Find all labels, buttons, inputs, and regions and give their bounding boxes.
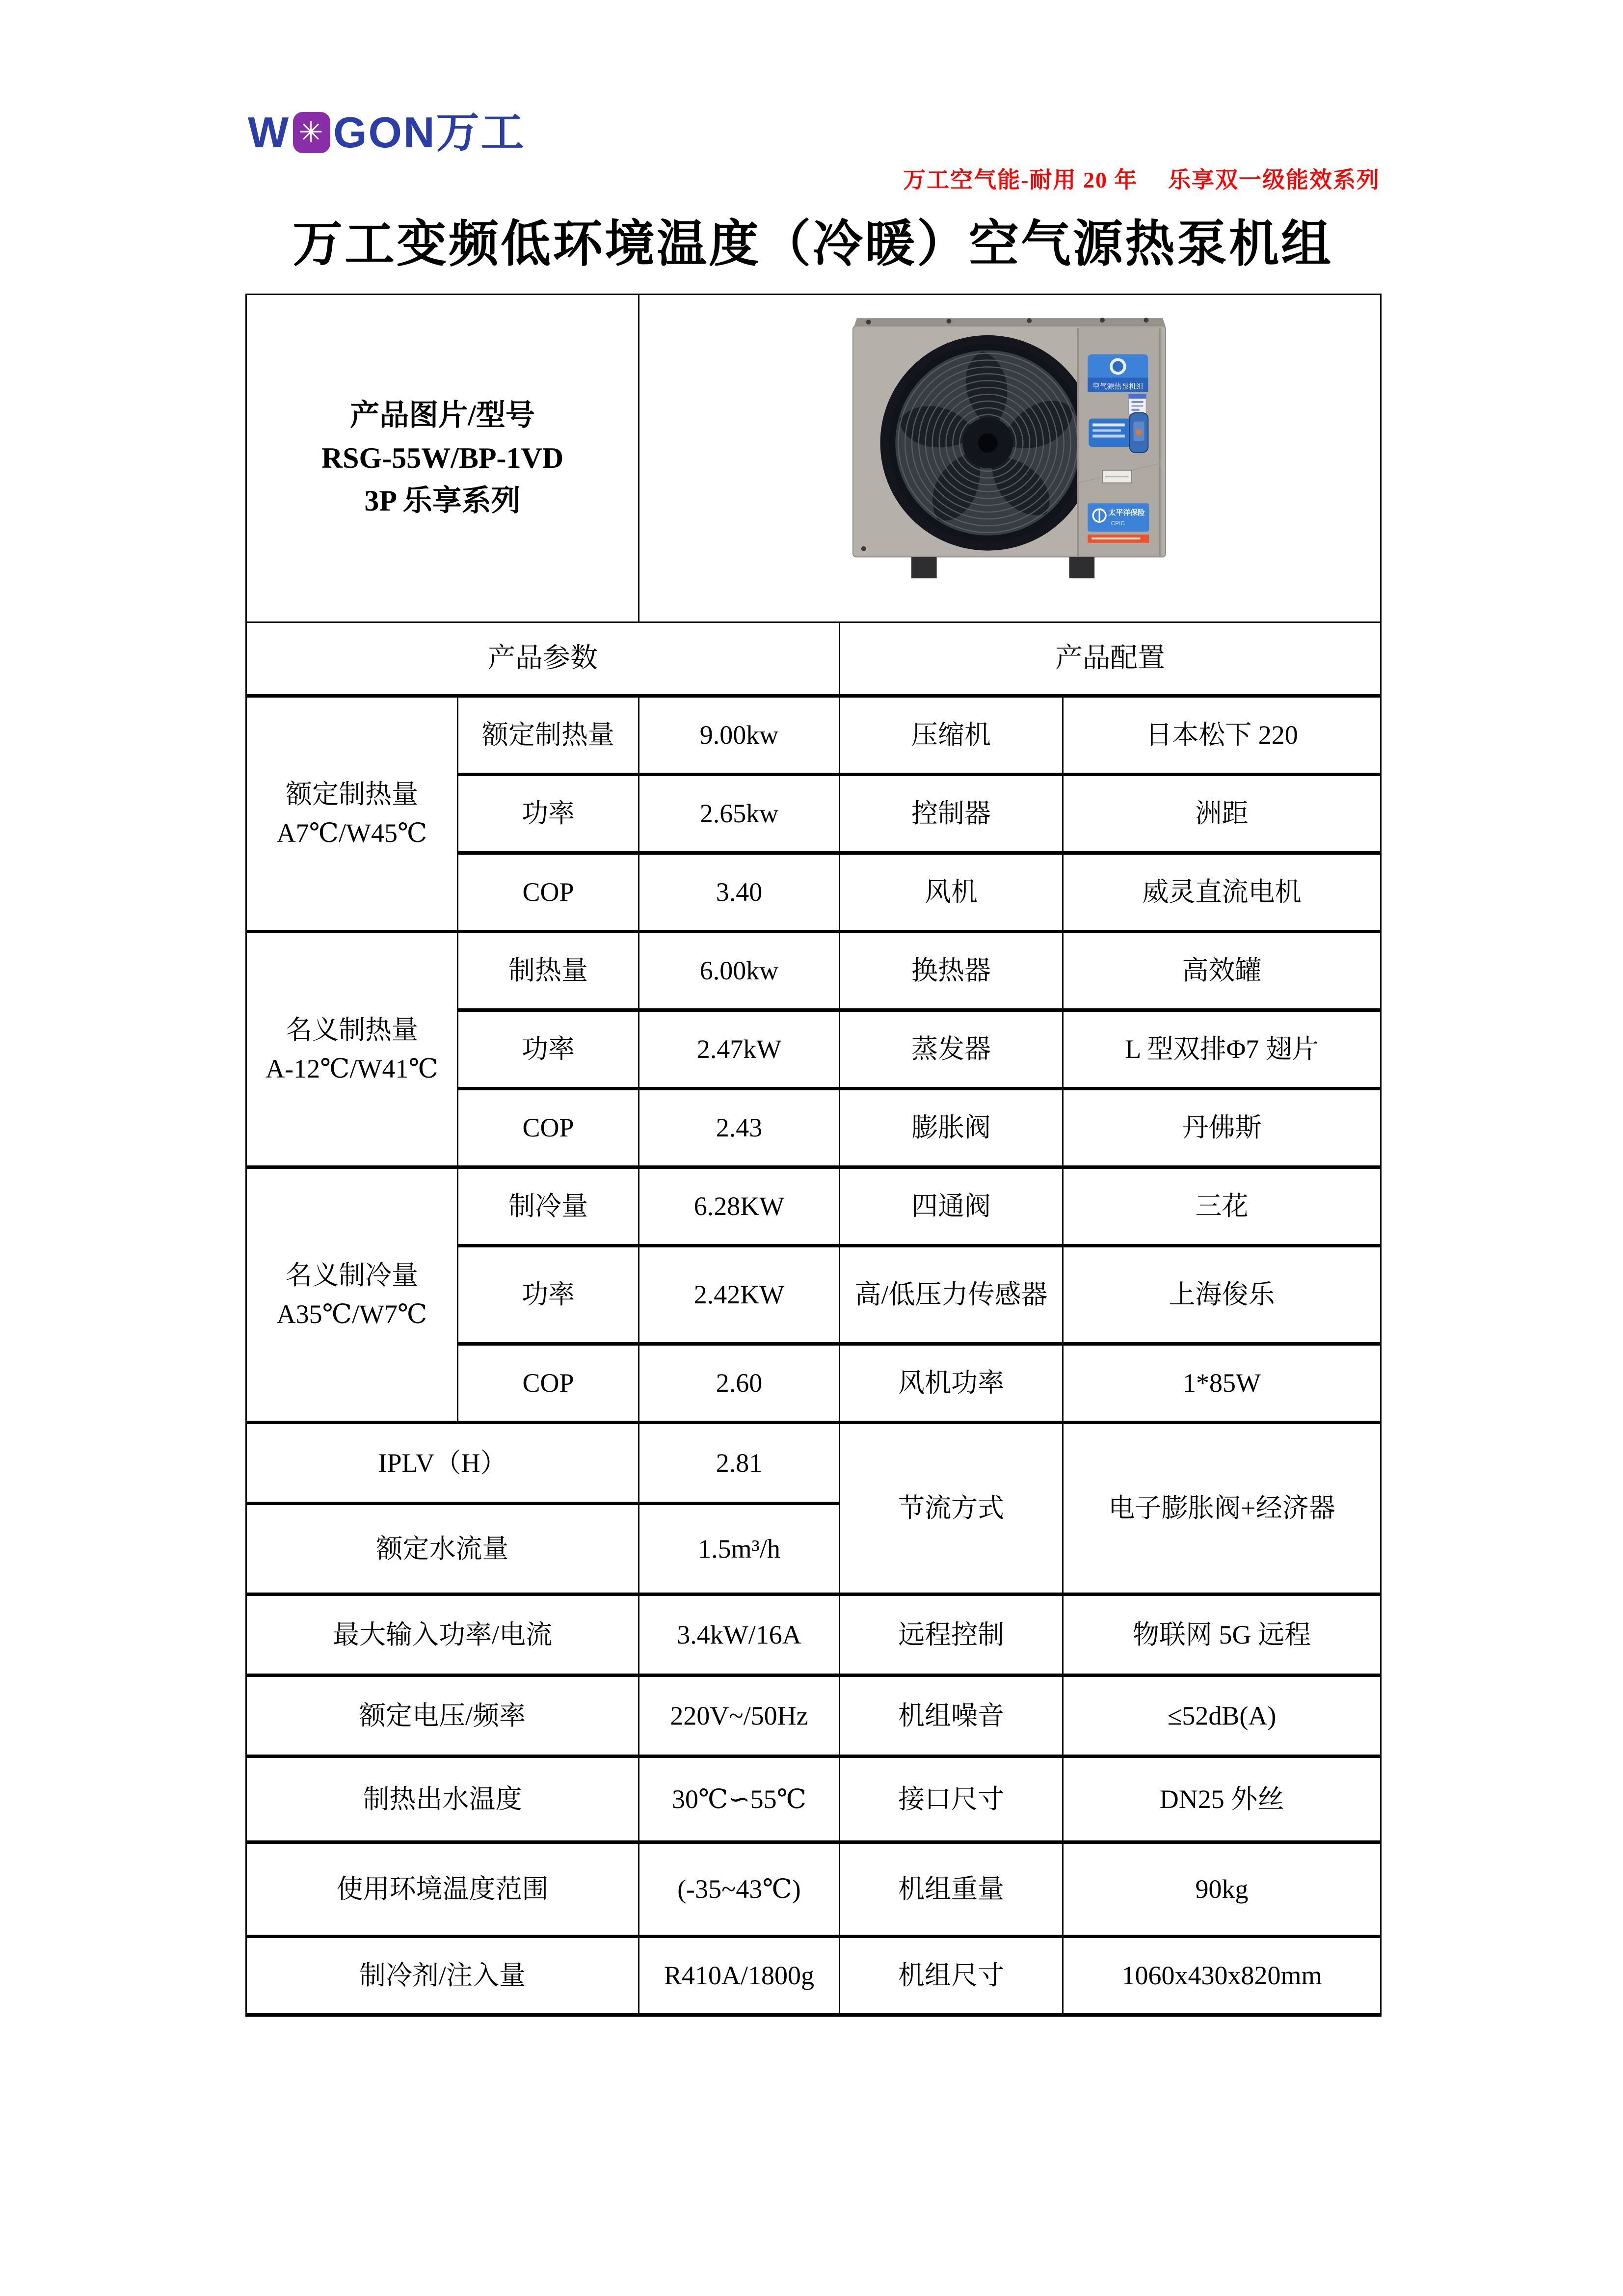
config-name-cell: 压缩机 [840, 696, 1063, 775]
config-value-cell: 1060x430x820mm [1063, 1937, 1381, 2015]
config-name-cell: 机组重量 [840, 1842, 1063, 1937]
config-name-cell-throttle: 节流方式 [840, 1423, 1063, 1594]
param-value-cell: 2.42KW [639, 1246, 840, 1344]
param-value-cell: (-35~43℃) [639, 1842, 840, 1937]
param-value-cell: 2.60 [639, 1344, 840, 1423]
product-label-cell [246, 295, 639, 622]
table-row [246, 1937, 1381, 2015]
table-row [246, 1167, 1381, 1246]
param-name-cell: 额定水流量 [246, 1504, 639, 1594]
param-name-cell: 功率 [458, 775, 639, 853]
brand-tagline: 万工空气能-耐用 20 年 乐享双一级能效系列 [903, 167, 1380, 192]
param-value-cell: 6.28KW [639, 1167, 840, 1246]
starburst-icon: ✳ [298, 116, 325, 149]
section-header-config: 产品配置 [840, 622, 1381, 696]
config-name-cell: 高/低压力传感器 [840, 1246, 1063, 1344]
config-value-cell: 威灵直流电机 [1063, 853, 1381, 932]
page-title: 万工变频低环境温度（冷暖）空气源热泵机组 [293, 217, 1333, 272]
config-value-cell: 三花 [1063, 1167, 1381, 1246]
config-name-cell: 膨胀阀 [840, 1089, 1063, 1167]
config-name-cell: 机组噪音 [840, 1675, 1063, 1756]
config-value-cell: 日本松下 220 [1063, 696, 1381, 775]
param-name-cell: 额定电压/频率 [246, 1675, 639, 1756]
table-row [246, 1594, 1381, 1675]
param-value-cell: 220V~/50Hz [639, 1675, 840, 1756]
param-name-cell: 额定制热量 [458, 696, 639, 775]
product-series: 3P 乐享系列 [364, 485, 521, 517]
group-label-line2: A7℃/W45℃ [276, 818, 427, 848]
unit-foot-left [911, 557, 937, 578]
config-value-cell: ≤52dB(A) [1063, 1675, 1381, 1756]
spec-table [245, 294, 1382, 2017]
logo-star-icon [293, 112, 330, 153]
sticker-insurance [1088, 503, 1149, 542]
sticker-insurance-label: 太平洋保险 [1108, 509, 1145, 517]
param-name-cell: 功率 [458, 1010, 639, 1089]
table-row [246, 1423, 1381, 1504]
group-label-nominal-heating [246, 932, 458, 1167]
config-name-cell: 蒸发器 [840, 1010, 1063, 1089]
config-name-cell: 远程控制 [840, 1594, 1063, 1675]
config-name-cell: 风机 [840, 853, 1063, 932]
product-label-line1: 产品图片/型号 [350, 399, 535, 432]
config-value-cell: DN25 外丝 [1063, 1756, 1381, 1842]
product-model: RSG-55W/BP-1VD [321, 442, 564, 474]
param-value-cell: 3.40 [639, 853, 840, 932]
param-name-cell: 制冷量 [458, 1167, 639, 1246]
group-label-line2: A-12℃/W41℃ [266, 1053, 438, 1083]
config-value-cell: 洲距 [1063, 775, 1381, 853]
param-name-cell: 使用环境温度范围 [246, 1842, 639, 1937]
config-name-cell: 控制器 [840, 775, 1063, 853]
param-name-cell: COP [458, 1344, 639, 1423]
param-name-cell: COP [458, 1089, 639, 1167]
param-name-cell: 功率 [458, 1246, 639, 1344]
group-label-line1: 名义制热量 [286, 1015, 418, 1045]
param-value-cell: R410A/1800g [639, 1937, 840, 2015]
group-label-line1: 额定制热量 [286, 780, 418, 810]
param-value-cell: 1.5m³/h [639, 1504, 840, 1594]
config-name-cell: 机组尺寸 [840, 1937, 1063, 2015]
config-name-cell: 风机功率 [840, 1344, 1063, 1423]
group-label-nominal-cooling [246, 1167, 458, 1423]
sticker-top-label: 空气源热泵机组 [1092, 382, 1144, 391]
param-name-cell: 制热量 [458, 932, 639, 1010]
config-value-cell: 高效罐 [1063, 932, 1381, 1010]
param-name-cell: COP [458, 853, 639, 932]
group-label-rated-heating [246, 696, 458, 932]
config-name-cell: 接口尺寸 [840, 1756, 1063, 1842]
group-label-line1: 名义制冷量 [286, 1261, 418, 1291]
config-value-cell: 丹佛斯 [1063, 1089, 1381, 1167]
table-row [246, 696, 1381, 775]
sticker-feature [1089, 412, 1148, 452]
table-row [246, 622, 1381, 696]
sticker-air-source [1088, 354, 1148, 392]
param-value-cell: 2.81 [639, 1423, 840, 1504]
brand-logo [248, 108, 526, 157]
param-value-cell: 30℃∽55℃ [639, 1756, 840, 1842]
param-name-cell: IPLV（H） [246, 1423, 639, 1504]
section-header-params: 产品参数 [246, 622, 840, 696]
heat-pump-product-image [849, 312, 1171, 605]
param-value-cell: 6.00kw [639, 932, 840, 1010]
config-name-cell: 四通阀 [840, 1167, 1063, 1246]
param-name-cell: 最大输入功率/电流 [246, 1594, 639, 1675]
vent-slot [1102, 470, 1132, 483]
logo-letters-gon: GON万工 [333, 108, 526, 157]
config-value-cell: 物联网 5G 远程 [1063, 1594, 1381, 1675]
param-name-cell: 制热出水温度 [246, 1756, 639, 1842]
table-row [246, 932, 1381, 1010]
param-value-cell: 2.43 [639, 1089, 840, 1167]
sticker-insurance-sub: CPIC [1111, 519, 1125, 527]
group-label-line2: A35℃/W7℃ [276, 1299, 427, 1329]
config-value-cell: 1*85W [1063, 1344, 1381, 1423]
param-value-cell: 9.00kw [639, 696, 840, 775]
config-value-cell-throttle: 电子膨胀阀+经济器 [1063, 1423, 1381, 1594]
config-value-cell: 上海俊乐 [1063, 1246, 1381, 1344]
config-value-cell: L 型双排Φ7 翅片 [1063, 1010, 1381, 1089]
product-image-cell [639, 295, 1381, 622]
table-row [246, 295, 1381, 622]
fan-grille [884, 339, 1091, 546]
unit-foot-right [1069, 557, 1095, 578]
table-row [246, 1675, 1381, 1756]
logo-letter-w: W [248, 108, 291, 157]
param-value-cell: 3.4kW/16A [639, 1594, 840, 1675]
config-name-cell: 换热器 [840, 932, 1063, 1010]
config-value-cell: 90kg [1063, 1842, 1381, 1937]
energy-tag [1129, 394, 1146, 415]
table-row [246, 1842, 1381, 1937]
param-value-cell: 2.65kw [639, 775, 840, 853]
param-name-cell: 制冷剂/注入量 [246, 1937, 639, 2015]
table-row [246, 1756, 1381, 1842]
param-value-cell: 2.47kW [639, 1010, 840, 1089]
